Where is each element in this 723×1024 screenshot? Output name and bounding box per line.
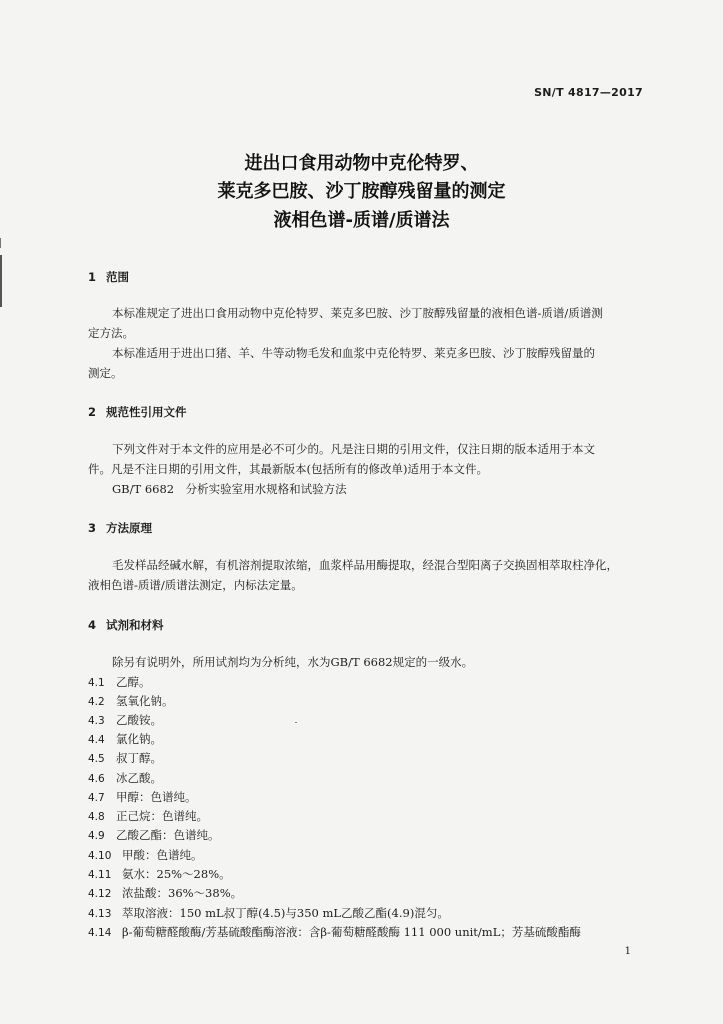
paragraph-line: 本标准适用于进出口猪、羊、牛等动物毛发和血浆中克伦特罗、莱克多巴胺、沙丁胺醇残留量的 — [112, 346, 595, 360]
list-item: 4.7 甲醇：色谱纯。 — [88, 790, 197, 804]
title-line-1: 进出口食用动物中克伦特罗、 — [244, 153, 479, 174]
section-number: 2 — [88, 405, 97, 419]
list-item: 4.14 β-葡萄糖醛酸酶/芳基硫酸酯酶溶液：含β-葡萄糖醛酸酶 111 000 unit/mL；芳基硫酸酯酶 — [88, 925, 581, 939]
paragraph-line: 毛发样品经碱水解，有机溶剂提取浓缩，血浆样品用酶提取，经混合型阳离子交换固相萃取柱净化， — [112, 558, 618, 572]
list-item: 4.12 浓盐酸：36%～38%。 — [88, 886, 243, 900]
section-title: 试剂和材料 — [106, 618, 164, 632]
section-number: 3 — [88, 521, 97, 535]
paragraph-line: 件。凡是不注日期的引用文件，其最新版本(包括所有的修改单)适用于本文件。 — [88, 462, 488, 476]
section-number: 1 — [88, 270, 97, 284]
section-title: 规范性引用文件 — [106, 405, 187, 419]
list-item: 4.8 正己烷：色谱纯。 — [88, 809, 208, 823]
list-item: 4.6 冰乙酸。 — [88, 771, 162, 785]
scan-edge-mark — [0, 238, 1, 248]
list-item: 4.10 甲酸：色谱纯。 — [88, 848, 203, 862]
paragraph-line: 本标准规定了进出口食用动物中克伦特罗、莱克多巴胺、沙丁胺醇残留量的液相色谱-质谱/质谱测 — [112, 306, 603, 320]
section-title: 方法原理 — [106, 521, 152, 535]
section-heading-scope — [88, 269, 129, 285]
section-heading-principle — [88, 520, 152, 536]
list-item: 4.5 叔丁醇。 — [88, 751, 162, 765]
list-item: 4.2 氢氧化钠。 — [88, 694, 174, 708]
list-item: 4.11 氨水：25%～28%。 — [88, 867, 231, 881]
paragraph-line: 测定。 — [88, 366, 123, 380]
section-heading-reagents — [88, 617, 164, 633]
paragraph-line: 液相色谱-质谱/质谱法测定，内标法定量。 — [88, 578, 303, 592]
list-item: 4.3 乙酸铵。 — [88, 713, 162, 727]
reference-entry: GB/T 6682 分析实验室用水规格和试验方法 — [112, 482, 347, 496]
title-line-2: 莱克多巴胺、沙丁胺醇残留量的测定 — [217, 181, 506, 202]
paragraph-line: 定方法。 — [88, 326, 134, 340]
paragraph-line: 除另有说明外，所用试剂均为分析纯，水为GB/T 6682规定的一级水。 — [112, 655, 474, 669]
page-number: 1 — [624, 946, 631, 957]
scan-edge-mark — [0, 255, 2, 307]
section-heading-normative-references — [88, 404, 187, 420]
list-item: 4.4 氯化钠。 — [88, 732, 162, 746]
list-item: 4.9 乙酸乙酯：色谱纯。 — [88, 828, 220, 842]
scan-speck — [295, 722, 297, 723]
paragraph-line: 下列文件对于本文件的应用是必不可少的。凡是注日期的引用文件，仅注日期的版本适用于本文 — [112, 442, 595, 456]
section-number: 4 — [88, 618, 97, 632]
standard-code: SN/T 4817—2017 — [534, 86, 643, 99]
section-title: 范围 — [106, 270, 129, 284]
list-item: 4.1 乙醇。 — [88, 675, 151, 689]
title-line-3: 液相色谱-质谱/质谱法 — [273, 210, 450, 231]
list-item: 4.13 萃取溶液：150 mL叔丁醇(4.5)与350 mL乙酸乙酯(4.9)混匀。 — [88, 906, 449, 920]
